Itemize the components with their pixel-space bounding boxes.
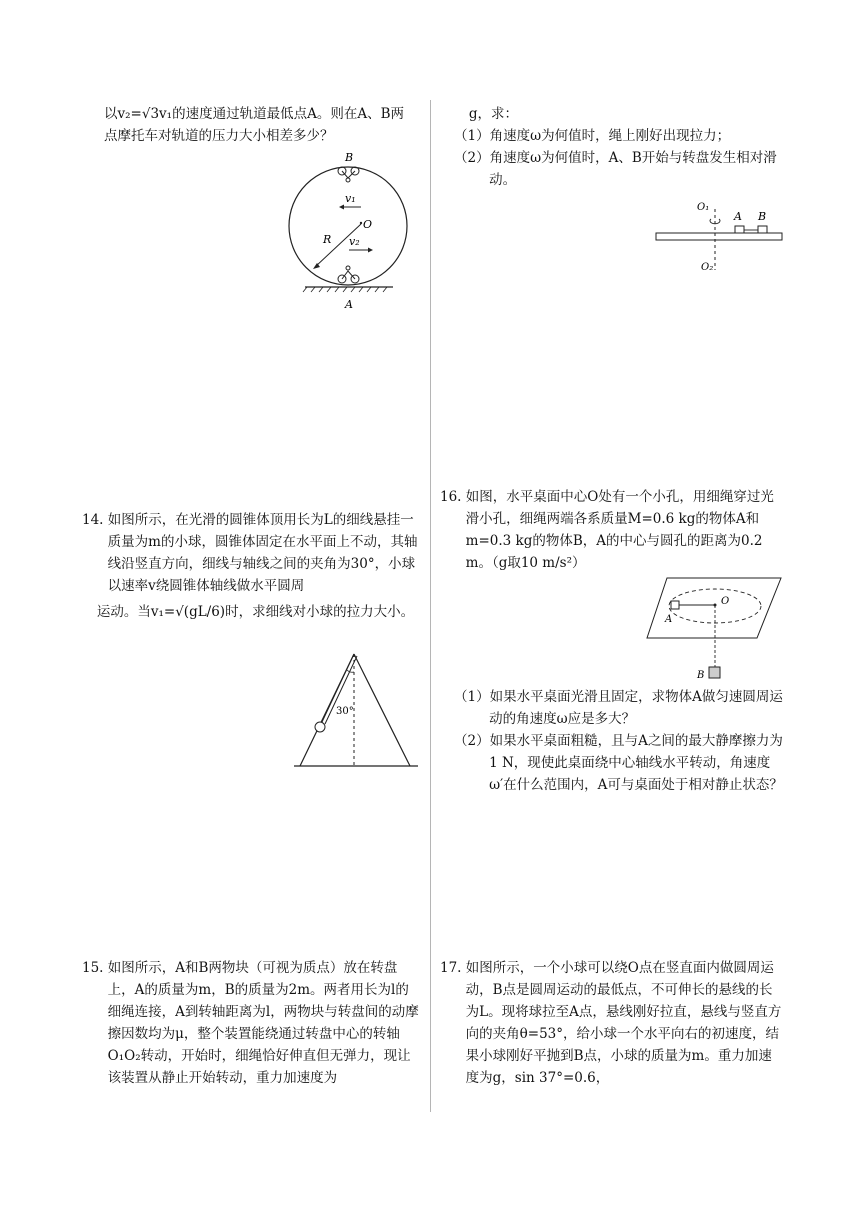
label-v1: v₁: [345, 192, 356, 205]
label-A: A: [665, 614, 673, 625]
q14-text: 14. 如图所示，在光滑的圆锥体顶用长为L的细线悬挂一质量为m的小球，圆锥体固定在水平面上不动，其轴线沿竖直方向，细线与轴线之间的夹角为30°，小球以速率v绕圆锥体轴线做水平圆周: [82, 512, 418, 594]
question-16-subparts: [454, 686, 784, 796]
cone-right-edge: [354, 654, 410, 766]
question-16-text: [440, 486, 784, 574]
label-O: O: [721, 596, 730, 607]
q15-g: g，求：: [468, 106, 518, 122]
q15-sub-1: （1）角速度ω为何值时，绳上刚好出现拉力；: [454, 128, 731, 144]
block-A: [735, 226, 744, 233]
table-hole-figure: [645, 576, 785, 684]
cone-figure: [292, 648, 422, 770]
turntable-plate: [656, 233, 782, 240]
ground-hatch: [303, 287, 387, 292]
turntable-figure: [650, 195, 785, 280]
loop-track-circle: [289, 167, 407, 285]
q15-sub-2: （2）角速度ω为何值时，A、B开始与转盘发生相对滑动。: [454, 150, 777, 188]
question-15: [82, 957, 420, 1089]
question-14: [82, 509, 420, 623]
v1-arrowhead: [339, 205, 344, 210]
label-O1: O₁: [697, 202, 710, 213]
q13-line-1: 以v₂=√3v₁的速度通过轨道最低点A。则在A、B两: [104, 106, 404, 122]
question-17: [440, 957, 784, 1089]
angle-label: 30°: [336, 706, 354, 717]
block-B: [758, 226, 767, 233]
loop-track-figure: [285, 150, 415, 315]
q14-text-2: 运动。当v₁=√(gL/6)时，求细线对小球的拉力大小。: [96, 604, 415, 620]
question-13-text: [104, 103, 420, 147]
q17-text: 17. 如图所示，一个小球可以绕O点在竖直面内做圆周运动，B点是圆周运动的最低点，不可伸长的悬线的长为L。现将球拉至A点，悬线刚好拉直，悬线与竖直方向的夹角θ=53°，给小球一个水平向右的初速度，结果小球刚好平抛到B点，小球的质量为m。重力加速度为g，sin 37°=0.6，: [440, 960, 782, 1086]
v2-arrowhead: [368, 248, 373, 253]
small-ball: [315, 722, 325, 732]
label-v2: v₂: [349, 235, 360, 248]
block-B: [709, 667, 720, 678]
label-A: A: [345, 298, 353, 311]
label-A: A: [734, 210, 742, 223]
label-B: B: [758, 210, 767, 223]
label-O: O: [363, 218, 373, 231]
q16-text: 16. 如图，水平桌面中心O处有一个小孔，用细绳穿过光滑小孔，细绳两端各系质量M=0.6 kg的物体A和m=0.3 kg的物体B，A的中心与圆孔的距离为0.2 m。（g取10 m/s²）: [440, 489, 774, 571]
q15-text: 15. 如图所示，A和B两物块（可视为质点）放在转盘上，A的质量为m，B的质量为2m。两者用长为l的细绳连接，A到转轴距离为l，两物块与转盘间的动摩擦因数均为μ，整个装置能绕通过转盘中心的转轴O₁O₂转动，开始时，细绳恰好伸直但无弹力，现让该装置从静止开始转动，重力加速度为: [82, 960, 419, 1086]
motorbike-bottom-icon: [338, 266, 359, 283]
q16-sub-2: （2）如果水平桌面粗糙，且与A之间的最大静摩擦力为1 N，现使此桌面绕中心轴线水平转动，角速度ω′在什么范围内，A可与桌面处于相对静止状态？: [454, 733, 783, 793]
label-O2: O₂: [701, 262, 714, 273]
center-point: [360, 222, 362, 224]
label-B: B: [345, 151, 354, 164]
label-B: B: [697, 670, 705, 681]
label-R: R: [323, 233, 332, 246]
block-A: [671, 601, 679, 609]
q13-line-2: 点摩托车对轨道的压力大小相差多少？: [104, 128, 334, 144]
q16-sub-1: （1）如果水平桌面光滑且固定，求物体A做匀速圆周运动的角速度ω应是多大？: [454, 689, 783, 727]
question-15-continued: [454, 103, 784, 191]
motorbike-top-icon: [338, 167, 359, 182]
column-divider: [430, 100, 431, 1112]
